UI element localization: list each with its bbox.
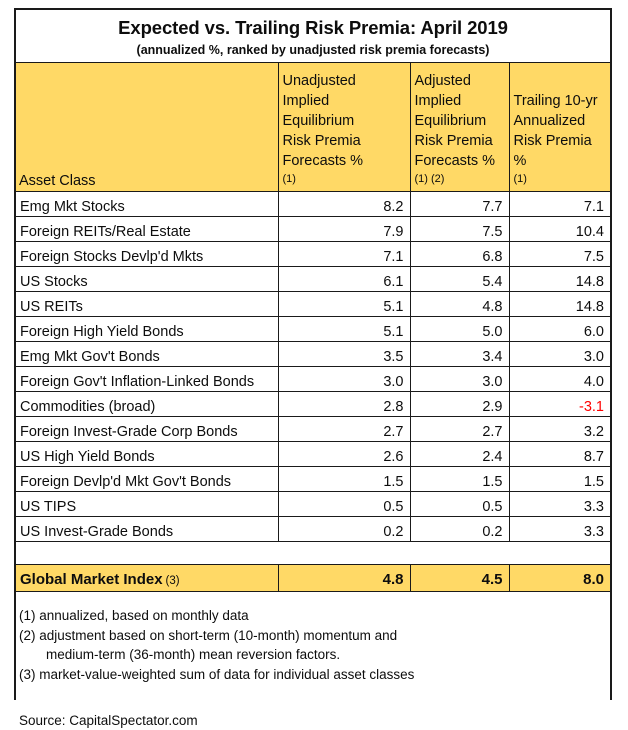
cell-asset-class — [16, 367, 278, 392]
total-cell-trailing — [509, 565, 610, 592]
cell-trailing-value — [509, 217, 610, 242]
asset-class-label: Foreign REITs/Real Estate — [20, 223, 191, 240]
cell-unadjusted-value-text: 2.7 — [383, 423, 404, 440]
cell-unadjusted-value-text: 3.5 — [383, 348, 404, 365]
table-header-row — [16, 63, 610, 192]
cell-trailing-value-text: 3.2 — [583, 423, 604, 440]
cell-adjusted-value-text: 5.0 — [482, 323, 503, 340]
asset-class-label: US TIPS — [20, 498, 77, 515]
cell-adjusted-value — [410, 317, 509, 342]
cell-adjusted-value — [410, 517, 509, 542]
total-label-wrap — [16, 571, 278, 591]
cell-adjusted-value-text: 7.5 — [482, 223, 503, 240]
cell-asset-class — [16, 517, 278, 542]
footnotes-block — [16, 592, 610, 730]
table-row — [16, 267, 610, 292]
cell-asset-class — [16, 217, 278, 242]
cell-adjusted-value-text: 2.7 — [482, 423, 503, 440]
asset-class-label: US Stocks — [20, 273, 88, 290]
table-row — [16, 292, 610, 317]
cell-unadjusted-value-text: 3.0 — [383, 373, 404, 390]
source-line: Source: CapitalSpectator.com — [19, 713, 198, 729]
table-row — [16, 442, 610, 467]
cell-trailing-value — [509, 417, 610, 442]
total-label: Global Market Index — [20, 571, 163, 589]
header-cell-adjusted — [410, 63, 509, 192]
asset-class-label: US High Yield Bonds — [20, 448, 155, 465]
total-value-unadjusted: 4.8 — [382, 571, 404, 589]
cell-asset-class — [16, 467, 278, 492]
header-unadjusted-footnote: (1) — [282, 173, 296, 186]
table-spacer-row — [16, 542, 610, 565]
cell-trailing-value — [509, 467, 610, 492]
cell-adjusted-value-text: 1.5 — [482, 473, 503, 490]
table-row — [16, 417, 610, 442]
title-block — [16, 10, 610, 62]
cell-adjusted-value-text: 2.4 — [482, 448, 503, 465]
cell-unadjusted-value — [278, 417, 410, 442]
header-cell-asset-class — [16, 63, 278, 192]
asset-class-label: Emg Mkt Stocks — [20, 198, 125, 215]
cell-trailing-value-text: -3.1 — [579, 398, 604, 415]
table-row — [16, 192, 610, 217]
cell-trailing-value — [509, 442, 610, 467]
header-unadjusted-line5: Forecasts % — [282, 153, 364, 170]
cell-asset-class — [16, 442, 278, 467]
cell-unadjusted-value-text: 5.1 — [383, 323, 404, 340]
header-adjusted-line1: Adjusted — [414, 73, 471, 90]
asset-class-label: Emg Mkt Gov't Bonds — [20, 348, 160, 365]
total-value-adjusted: 4.5 — [481, 571, 503, 589]
cell-trailing-value — [509, 392, 610, 417]
cell-trailing-value — [509, 192, 610, 217]
spacer-cell-asset — [16, 542, 278, 565]
cell-unadjusted-value-text: 5.1 — [383, 298, 404, 315]
cell-trailing-value-text: 1.5 — [583, 473, 604, 490]
cell-adjusted-value — [410, 242, 509, 267]
asset-class-label: Foreign Invest-Grade Corp Bonds — [20, 423, 238, 440]
cell-trailing-value-text: 8.7 — [583, 448, 604, 465]
cell-adjusted-value — [410, 217, 509, 242]
header-adjusted-line3: Equilibrium — [414, 113, 487, 130]
total-cell-adjusted — [410, 565, 509, 592]
asset-class-label: Commodities (broad) — [20, 398, 156, 415]
cell-unadjusted-value-text: 6.1 — [383, 273, 404, 290]
header-adjusted-line4: Risk Premia — [414, 133, 493, 150]
cell-trailing-value — [509, 367, 610, 392]
header-unadjusted-line3: Equilibrium — [282, 113, 355, 130]
cell-unadjusted-value-text: 0.2 — [383, 523, 404, 540]
cell-adjusted-value-text: 7.7 — [482, 198, 503, 215]
cell-trailing-value-text: 10.4 — [575, 223, 604, 240]
cell-unadjusted-value — [278, 192, 410, 217]
footnote-3: (3) market-value-weighted sum of data for individual asset classes — [19, 666, 415, 682]
cell-unadjusted-value-text: 1.5 — [383, 473, 404, 490]
cell-trailing-value — [509, 292, 610, 317]
asset-class-label: Foreign Stocks Devlp'd Mkts — [20, 248, 204, 265]
cell-trailing-value-text: 3.3 — [583, 498, 604, 515]
header-unadjusted-line4: Risk Premia — [282, 133, 361, 150]
cell-unadjusted-value — [278, 467, 410, 492]
cell-unadjusted-value-text: 7.1 — [383, 248, 404, 265]
cell-adjusted-value — [410, 417, 509, 442]
cell-unadjusted-value — [278, 442, 410, 467]
risk-premia-table-card — [14, 8, 612, 729]
header-cell-unadjusted — [278, 63, 410, 192]
cell-unadjusted-value-text: 2.6 — [383, 448, 404, 465]
cell-asset-class — [16, 342, 278, 367]
asset-class-label: Foreign Gov't Inflation-Linked Bonds — [20, 373, 255, 390]
header-label-trailing — [510, 71, 611, 191]
header-trailing-line3: Annualized — [513, 113, 586, 130]
cell-adjusted-value — [410, 192, 509, 217]
footnote-2-continuation: medium-term (36-month) mean reversion factors. — [46, 647, 341, 663]
cell-trailing-value-text: 6.0 — [583, 323, 604, 340]
header-unadjusted-line1: Unadjusted — [282, 73, 356, 90]
cell-trailing-value — [509, 342, 610, 367]
header-trailing-line1 — [514, 71, 607, 91]
cell-trailing-value-text: 3.0 — [583, 348, 604, 365]
header-adjusted-footnote: (1) (2) — [414, 173, 445, 186]
asset-class-label: Foreign Devlp'd Mkt Gov't Bonds — [20, 473, 232, 490]
cell-trailing-value — [509, 517, 610, 542]
table-row — [16, 217, 610, 242]
cell-asset-class — [16, 317, 278, 342]
cell-unadjusted-value-text: 2.8 — [383, 398, 404, 415]
cell-adjusted-value-text: 5.4 — [482, 273, 503, 290]
cell-unadjusted-value — [278, 242, 410, 267]
cell-trailing-value-text: 7.1 — [583, 198, 604, 215]
header-trailing-line2: Trailing 10-yr — [513, 93, 598, 110]
header-trailing-line4: Risk Premia — [513, 133, 592, 150]
cell-adjusted-value — [410, 492, 509, 517]
header-label-adjusted — [411, 71, 509, 191]
cell-asset-class — [16, 242, 278, 267]
cell-adjusted-value-text: 0.2 — [482, 523, 503, 540]
total-cell-unadjusted — [278, 565, 410, 592]
header-unadjusted-line2: Implied — [282, 93, 330, 110]
global-market-index-row — [16, 565, 610, 592]
cell-asset-class — [16, 292, 278, 317]
cell-unadjusted-value — [278, 267, 410, 292]
table-row — [16, 392, 610, 417]
cell-unadjusted-value-text: 7.9 — [383, 223, 404, 240]
cell-adjusted-value — [410, 392, 509, 417]
total-value-trailing: 8.0 — [583, 571, 604, 589]
cell-trailing-value-text: 3.3 — [583, 523, 604, 540]
asset-class-label: US Invest-Grade Bonds — [20, 523, 174, 540]
cell-unadjusted-value — [278, 367, 410, 392]
cell-adjusted-value-text: 3.4 — [482, 348, 503, 365]
footnote-1: (1) annualized, based on monthly data — [19, 608, 249, 624]
cell-trailing-value-text: 7.5 — [583, 248, 604, 265]
table-row — [16, 317, 610, 342]
cell-unadjusted-value — [278, 292, 410, 317]
cell-adjusted-value — [410, 292, 509, 317]
header-label-asset-class: Asset Class — [19, 172, 96, 189]
cell-unadjusted-value — [278, 492, 410, 517]
table-body — [16, 192, 610, 542]
cell-adjusted-value-text: 2.9 — [482, 398, 503, 415]
cell-unadjusted-value-text: 8.2 — [383, 198, 404, 215]
header-trailing-footnote: (1) — [513, 173, 527, 186]
asset-class-label: Foreign High Yield Bonds — [20, 323, 184, 340]
cell-asset-class — [16, 392, 278, 417]
footnote-2: (2) adjustment based on short-term (10-month) momentum and — [19, 627, 398, 643]
cell-unadjusted-value — [278, 317, 410, 342]
cell-adjusted-value — [410, 467, 509, 492]
header-adjusted-line5: Forecasts % — [414, 153, 496, 170]
cell-trailing-value — [509, 267, 610, 292]
cell-adjusted-value-text: 6.8 — [482, 248, 503, 265]
spacer-cell-trailing — [509, 542, 610, 565]
spacer-cell-adjusted — [410, 542, 509, 565]
total-label-footnote: (3) — [165, 575, 180, 588]
header-trailing-line5: % — [513, 153, 527, 170]
table-row — [16, 342, 610, 367]
cell-trailing-value — [509, 242, 610, 267]
table-row — [16, 492, 610, 517]
page-subtitle: (annualized %, ranked by unadjusted risk premia forecasts) — [136, 42, 490, 57]
cell-unadjusted-value-text: 0.5 — [383, 498, 404, 515]
cell-asset-class — [16, 492, 278, 517]
cell-trailing-value — [509, 317, 610, 342]
cell-asset-class — [16, 192, 278, 217]
asset-class-label: US REITs — [20, 298, 83, 315]
cell-unadjusted-value — [278, 217, 410, 242]
cell-adjusted-value — [410, 342, 509, 367]
cell-adjusted-value — [410, 367, 509, 392]
cell-unadjusted-value — [278, 517, 410, 542]
cell-trailing-value-text: 14.8 — [575, 273, 604, 290]
cell-adjusted-value — [410, 442, 509, 467]
cell-trailing-value-text: 4.0 — [583, 373, 604, 390]
cell-unadjusted-value — [278, 342, 410, 367]
spacer-cell-unadjusted — [278, 542, 410, 565]
cell-unadjusted-value — [278, 392, 410, 417]
page-title: Expected vs. Trailing Risk Premia: April 2019 — [118, 17, 508, 38]
table-row — [16, 367, 610, 392]
cell-trailing-value — [509, 492, 610, 517]
cell-adjusted-value-text: 4.8 — [482, 298, 503, 315]
header-adjusted-line2: Implied — [414, 93, 462, 110]
cell-adjusted-value — [410, 267, 509, 292]
cell-trailing-value-text: 14.8 — [575, 298, 604, 315]
cell-adjusted-value-text: 3.0 — [482, 373, 503, 390]
total-cell-label — [16, 565, 278, 592]
header-label-unadjusted — [279, 71, 410, 191]
cell-asset-class — [16, 267, 278, 292]
cell-asset-class — [16, 417, 278, 442]
risk-premia-table — [16, 62, 610, 592]
table-row — [16, 467, 610, 492]
table-row — [16, 517, 610, 542]
cell-adjusted-value-text: 0.5 — [482, 498, 503, 515]
header-cell-trailing — [509, 63, 610, 192]
table-row — [16, 242, 610, 267]
